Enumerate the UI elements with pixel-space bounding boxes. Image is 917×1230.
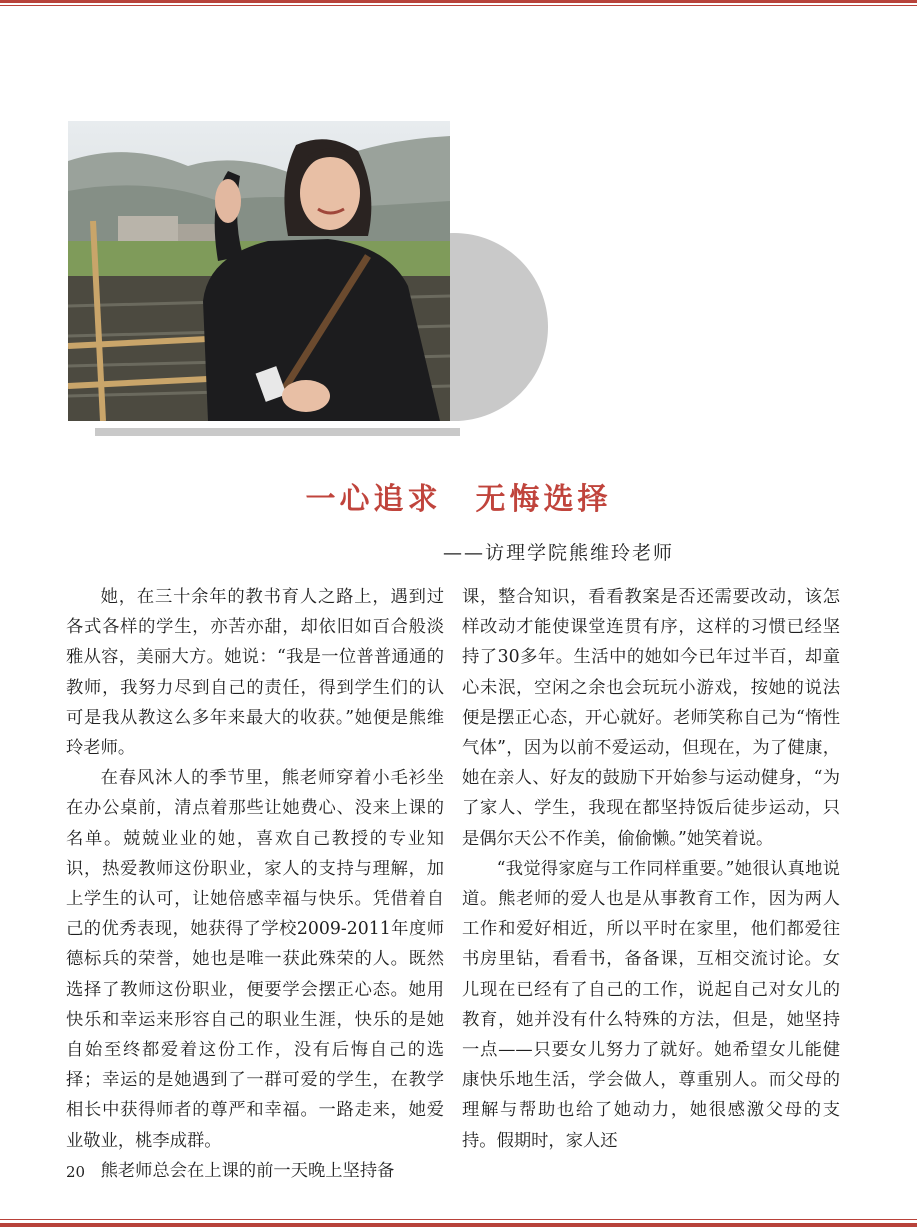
left-column — [66, 582, 444, 1186]
right-column — [462, 582, 840, 1156]
paragraph: 她，在三十余年的教书育人之路上，遇到过各式各样的学生，亦苦亦甜，却依旧如百合般淡雅从容，美丽大方。她说：“我是一位普普通通的教师，我努力尽到自己的责任，得到学生们的认可是我从教这么多年来最大的收获。”她便是熊维玲老师。 — [66, 587, 444, 759]
bottom-rule-thin — [0, 1219, 917, 1220]
article-title: 一心追求 无悔选择 — [305, 482, 612, 517]
page-number: 20 — [66, 1163, 86, 1181]
teacher-photo — [68, 121, 450, 421]
article-subtitle: ——访理学院熊维玲老师 — [442, 542, 674, 564]
bottom-rule — [0, 1223, 917, 1227]
paragraph: 在春风沐人的季节里，熊老师穿着小毛衫坐在办公桌前，清点着那些让她费心、没来上课的名单。兢兢业业的她，喜欢自己教授的专业知识，热爱教师这份职业，家人的支持与理解，加上学生的认可，让她倍感幸福与快乐。凭借着自己的优秀表现，她获得了学校2009-2011年度师德标兵的荣誉，她也是唯一获此殊荣的人。既然选择了教师这份职业，便要学会摆正心态。她用快乐和幸运来形容自己的职业生涯，快乐的是她自始至终都爱着这份工作，没有后悔自己的选择；幸运的是她遇到了一群可爱的学生，在教学相长中获得师者的尊严和幸福。一路走来，她爱业敬业，桃李成群。 — [66, 768, 444, 1151]
decorative-bar — [95, 428, 460, 436]
paragraph: 熊老师总会在上课的前一天晚上坚持备 — [100, 1160, 395, 1181]
top-rule — [0, 0, 917, 3]
paragraph: “我觉得家庭与工作同样重要。”她很认真地说道。熊老师的爱人也是从事教育工作，因为两人工作和爱好相近，所以平时在家里，他们都爱往书房里钻，看看书，备备课，互相交流讨论。女儿现在已经有了自己的工作，说起自己对女儿的教育，她并没有什么特殊的方法，但是，她坚持一点——只要女儿努力了就好。她希望女儿能健康快乐地生活，学会做人，尊重别人。而父母的理解与帮助也给了她动力，她很感激父母的支持。假期时，家人还 — [462, 858, 840, 1151]
top-rule-thin — [0, 5, 917, 6]
paragraph: 课，整合知识，看看教案是否还需要改动，该怎样改动才能使课堂连贯有序，这样的习惯已经坚持了30多年。生活中的她如今已年过半百，却童心未泯，空闲之余也会玩玩小游戏，按她的说法便是摆正心态，开心就好。老师笑称自己为“惰性气体”，因为以前不爱运动，但现在，为了健康，她在亲人、好友的鼓励下开始参与运动健身，“为了家人、学生，我现在都坚持饭后徒步运动，只是偶尔天公不作美，偷偷懒。”她笑着说。 — [462, 587, 840, 849]
